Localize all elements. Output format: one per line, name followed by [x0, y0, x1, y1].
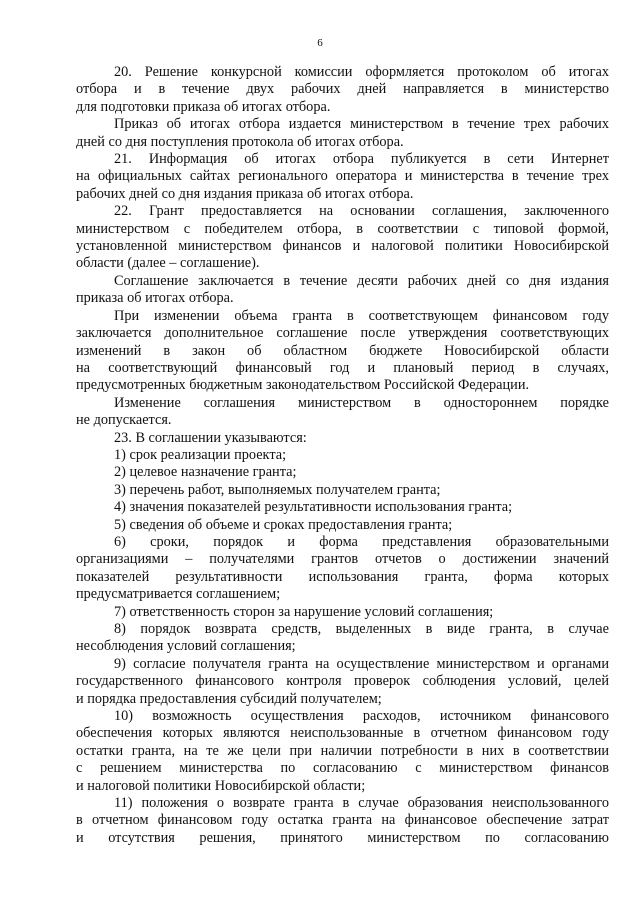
text-line: Приказ об итогах отбора издается министерством в течение трех рабочих — [114, 116, 609, 133]
text-line: в отчетном финансовом году остатка гранта на финансовое обеспечение затрат — [76, 812, 609, 829]
text-line: 5) сведения об объеме и сроках предоставления гранта; — [114, 516, 453, 533]
paragraph — [76, 708, 609, 795]
text-line: для подготовки приказа об итогах отбора. — [76, 98, 331, 115]
paragraph — [76, 517, 609, 534]
text-line: установленной министерством финансов и налоговой политики Новосибирской — [76, 238, 609, 255]
text-line: изменений в закон об областном бюджете Новосибирской области — [76, 342, 609, 359]
text-line: предусмотренных бюджетным законодательством Российской Федерации. — [76, 377, 530, 394]
text-line: остатки гранта, на те же цели при наличии потребности в них в соответствии — [76, 742, 609, 759]
text-line: 3) перечень работ, выполняемых получателем гранта; — [114, 481, 441, 498]
paragraph — [76, 447, 609, 464]
text-line: 23. В соглашении указываются: — [114, 429, 307, 446]
paragraph — [76, 604, 609, 621]
text-line: и отсутствия решения, принятого министерством по согласованию — [76, 829, 609, 846]
text-line: министерством с победителем отбора, в соответствии с типовой формой, — [76, 220, 609, 237]
paragraph — [76, 116, 609, 151]
text-line: заключается дополнительное соглашение после утверждения соответствующих — [76, 325, 609, 342]
paragraph — [76, 273, 609, 308]
text-line: несоблюдения условий соглашения; — [76, 638, 296, 655]
text-line: на официальных сайтах регионального оператора и министерства в течение трех — [76, 168, 609, 185]
text-line: 6) сроки, порядок и форма представления образовательными — [114, 533, 609, 550]
paragraph — [76, 534, 609, 604]
paragraph — [76, 464, 609, 481]
text-line: дней со дня поступления протокола об итогах отбора. — [76, 133, 404, 150]
text-line: 2) целевое назначение гранта; — [114, 464, 297, 481]
paragraph — [76, 64, 609, 116]
text-line: 1) срок реализации проекта; — [114, 446, 287, 463]
text-line: государственного финансового контроля проверок соблюдения условий, целей — [76, 673, 609, 690]
text-line: на соответствующий финансовый год и плановый период в случаях, — [76, 359, 609, 376]
text-line: и налоговой политики Новосибирской области; — [76, 777, 366, 794]
text-line: области (далее – соглашение). — [76, 255, 260, 272]
paragraph — [76, 430, 609, 447]
paragraph — [76, 656, 609, 708]
text-line: не допускается. — [76, 412, 172, 429]
text-line: 10) возможность осуществления расходов, источником финансового — [114, 708, 609, 725]
text-line: 8) порядок возврата средств, выделенных в виде гранта, в случае — [114, 621, 609, 637]
text-line: предусматривается соглашением; — [76, 586, 281, 603]
paragraph — [76, 395, 609, 430]
paragraph — [76, 795, 609, 847]
text-line: и порядка предоставления субсидий получателем; — [76, 690, 382, 707]
text-line: организациями – получателями грантов отчетов о достижении значений — [76, 551, 609, 568]
text-line: 11) положения о возврате гранта в случае образования неиспользованного — [114, 795, 609, 812]
text-line: 20. Решение конкурсной комиссии оформляется протоколом об итогах — [114, 64, 609, 80]
text-line: Изменение соглашения министерством в одностороннем порядке — [114, 394, 609, 411]
page-number: 6 — [317, 37, 323, 49]
text-line: обеспечения которых являются неиспользованные в отчетном финансовом году — [76, 725, 609, 742]
paragraph — [76, 482, 609, 499]
text-line: 21. Информация об итогах отбора публикуется в сети Интернет — [114, 151, 609, 168]
paragraph — [76, 151, 609, 203]
text-line: 4) значения показателей результативности использования гранта; — [114, 499, 513, 516]
text-line: При изменении объема гранта в соответствующем финансовом году — [114, 307, 609, 324]
text-line: 9) согласие получателя гранта на осуществление министерством и органами — [114, 655, 609, 672]
text-line: 22. Грант предоставляется на основании соглашения, заключенного — [114, 203, 609, 220]
paragraph — [76, 499, 609, 516]
text-line: отбора и в течение двух рабочих дней направляется в министерство — [76, 81, 609, 98]
paragraph — [76, 308, 609, 395]
document-body — [76, 64, 609, 847]
text-line: показателей результативности использования гранта, форма которых — [76, 568, 609, 585]
text-line: 7) ответственность сторон за нарушение условий соглашения; — [114, 603, 494, 620]
text-line: Соглашение заключается в течение десяти рабочих дней со дня издания — [114, 272, 609, 289]
text-line: приказа об итогах отбора. — [76, 290, 234, 307]
text-line: рабочих дней со дня издания приказа об итогах отбора. — [76, 185, 414, 202]
paragraph — [76, 203, 609, 273]
paragraph — [76, 621, 609, 656]
text-line: с решением министерства по согласованию с министерством финансов — [76, 760, 609, 777]
